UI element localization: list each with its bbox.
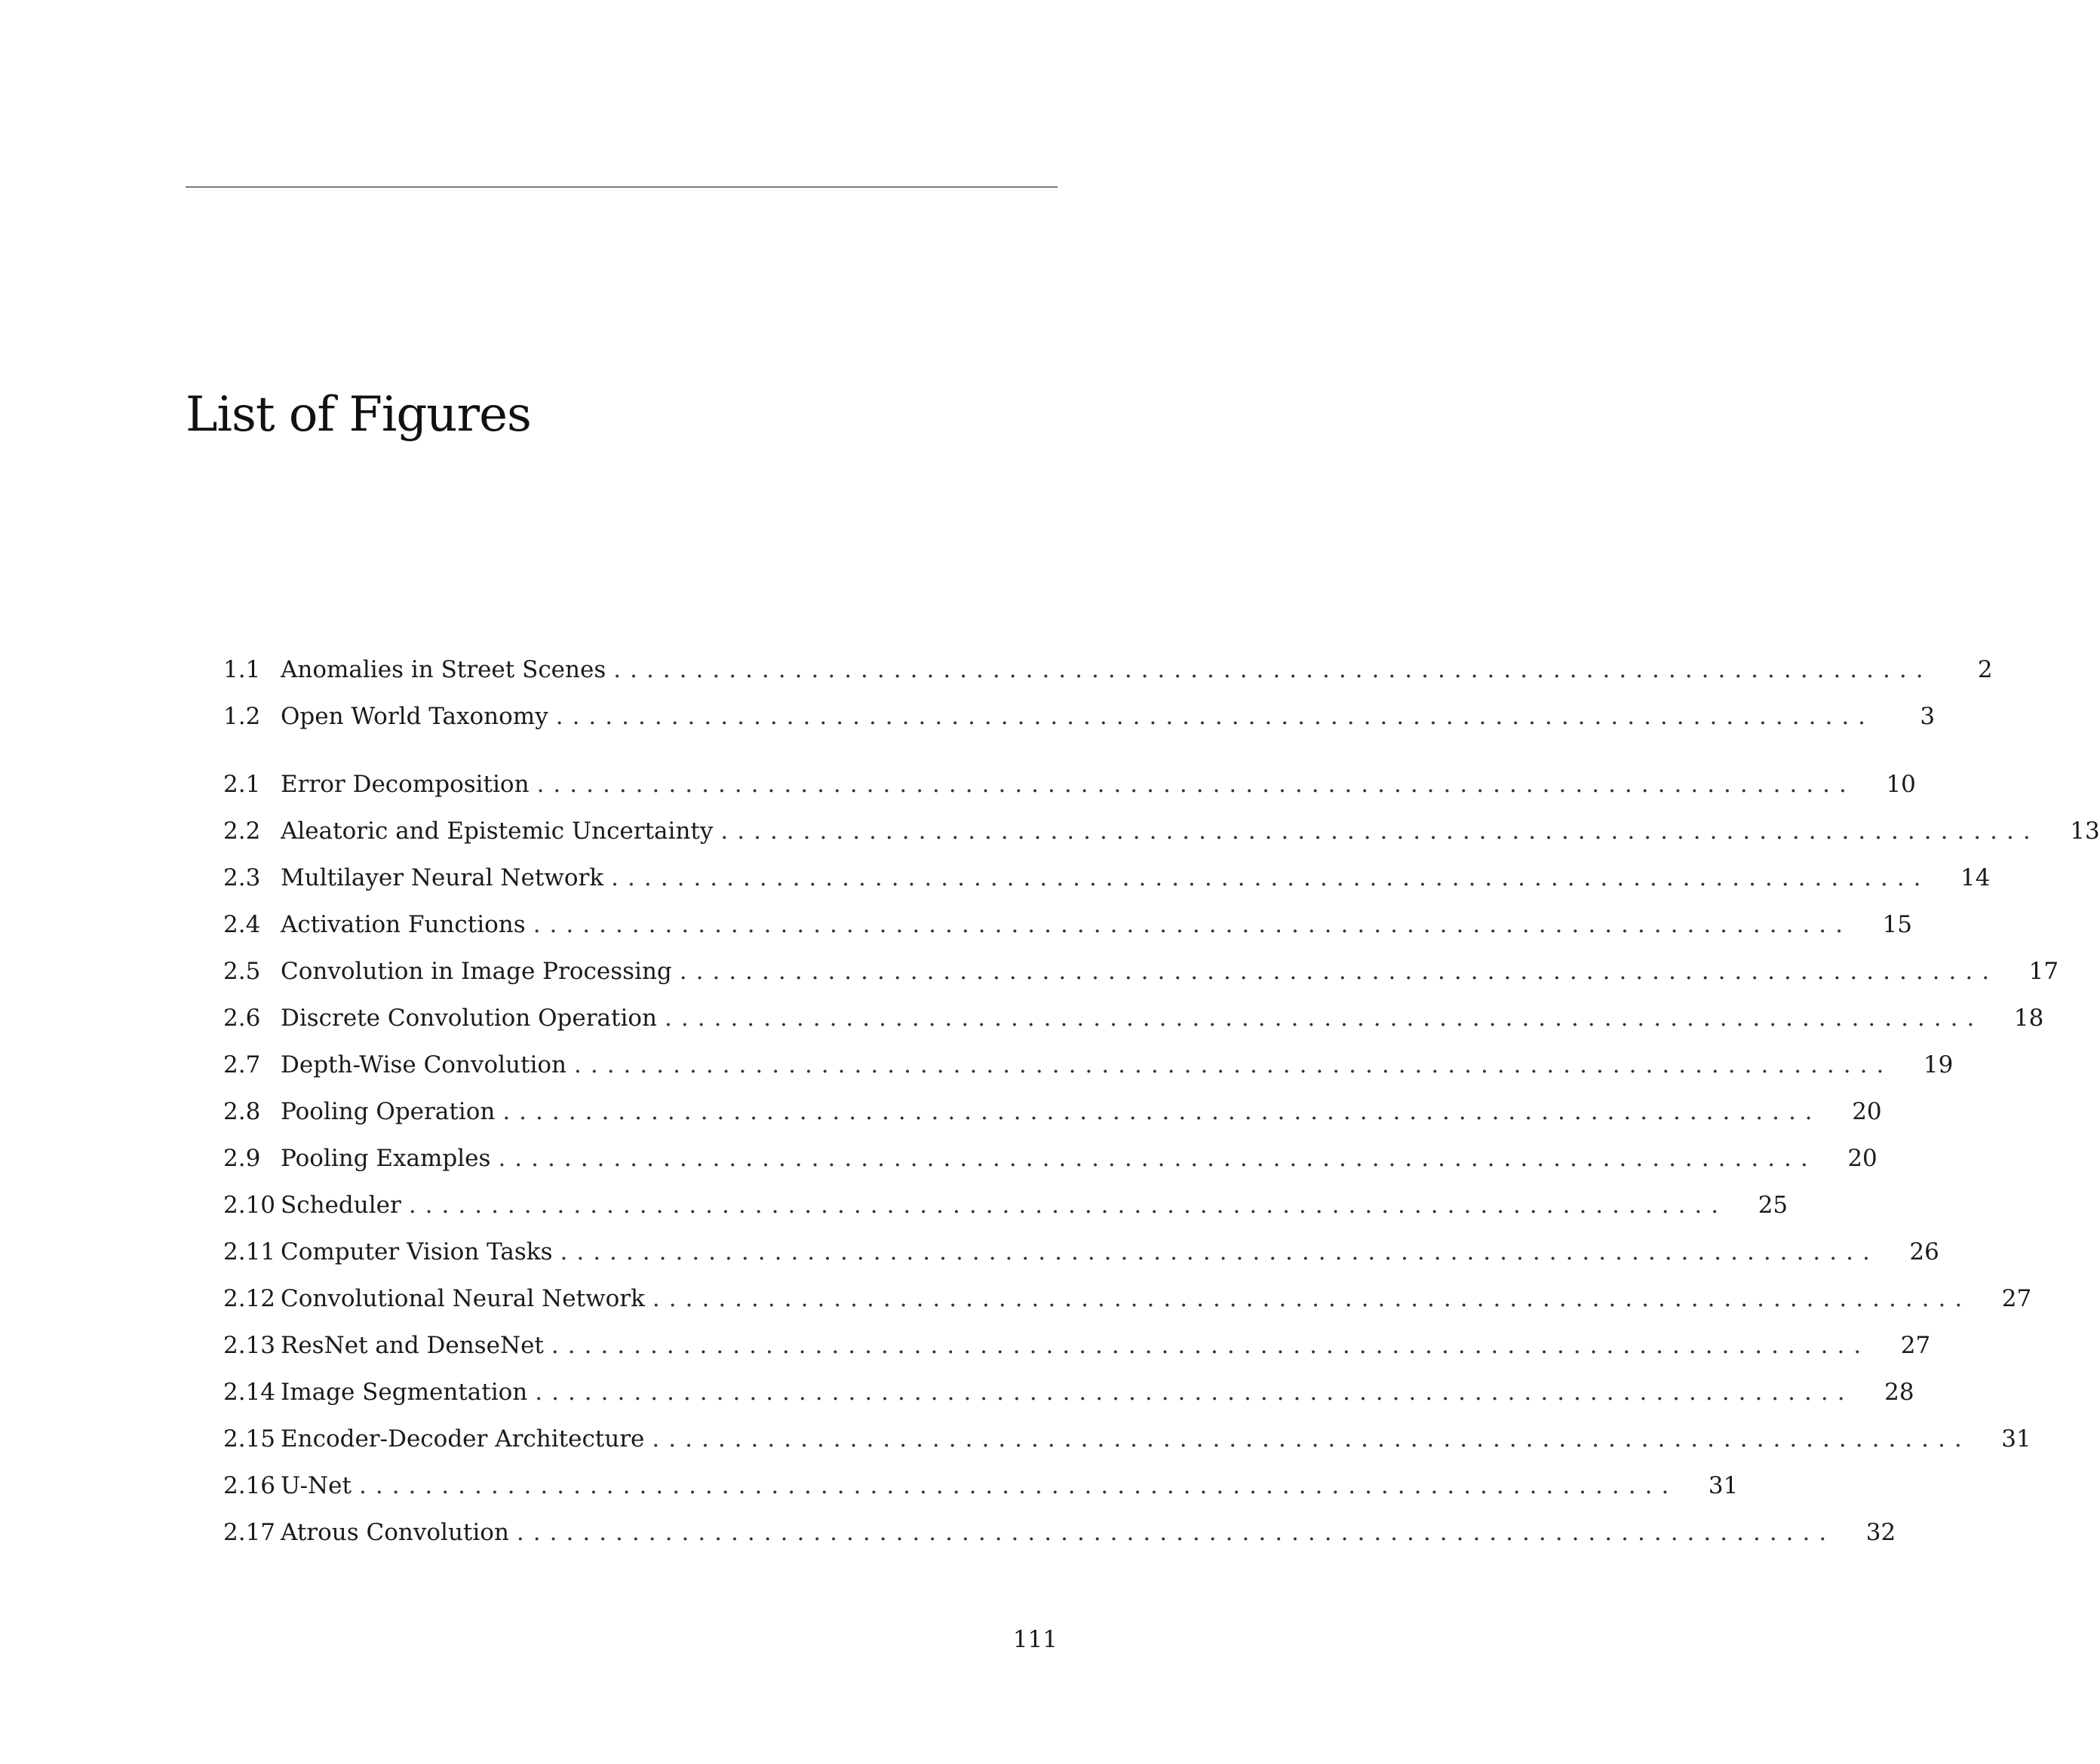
toc-entry[interactable] bbox=[223, 908, 1913, 941]
figure-page-number: 32 bbox=[1865, 1519, 1896, 1546]
figure-page-number: 26 bbox=[1909, 1238, 1939, 1265]
figure-title[interactable]: Anomalies in Street Scenes bbox=[281, 656, 606, 683]
dot-leader: ................................................................................ bbox=[536, 771, 1856, 798]
header-rule bbox=[186, 186, 1058, 188]
figure-title[interactable]: Computer Vision Tasks bbox=[281, 1238, 553, 1265]
dot-leader: ................................................................................ bbox=[535, 1379, 1854, 1406]
toc-entry[interactable] bbox=[223, 1095, 1882, 1128]
figure-page-number: 20 bbox=[1847, 1145, 1877, 1172]
figure-number: 2.6 bbox=[223, 1005, 261, 1032]
dot-leader: ................................................................................ bbox=[555, 703, 1875, 730]
figure-title[interactable]: Image Segmentation bbox=[281, 1379, 528, 1406]
dot-leader: ................................................................................ bbox=[720, 818, 2040, 845]
dot-leader: ................................................................................ bbox=[498, 1145, 1817, 1172]
toc-entry[interactable] bbox=[223, 1142, 1877, 1175]
figure-number: 2.3 bbox=[223, 864, 261, 891]
figure-number: 2.10 bbox=[223, 1192, 276, 1219]
figure-number: 1.2 bbox=[223, 703, 261, 730]
toc-entry[interactable] bbox=[223, 653, 1993, 686]
figure-page-number: 19 bbox=[1923, 1051, 1954, 1078]
toc-entry[interactable] bbox=[223, 1329, 1931, 1362]
figure-number: 2.2 bbox=[223, 818, 261, 845]
dot-leader: ................................................................................ bbox=[408, 1192, 1728, 1219]
figure-title[interactable]: Aleatoric and Epistemic Uncertainty bbox=[281, 818, 714, 845]
figure-title[interactable]: Depth-Wise Convolution bbox=[281, 1051, 566, 1078]
toc-entry[interactable] bbox=[223, 1516, 1896, 1549]
toc-entry[interactable] bbox=[223, 1422, 2031, 1456]
figure-page-number: 17 bbox=[2028, 958, 2059, 985]
figure-number: 2.7 bbox=[223, 1051, 261, 1078]
dot-leader: ................................................................................ bbox=[502, 1098, 1822, 1125]
figure-page-number: 2 bbox=[1977, 656, 1993, 683]
figure-title[interactable]: Atrous Convolution bbox=[281, 1519, 509, 1546]
toc-entry[interactable] bbox=[223, 1235, 1939, 1269]
toc-entry[interactable] bbox=[223, 1048, 1954, 1081]
dot-leader: ................................................................................ bbox=[574, 1051, 1893, 1078]
dot-leader: ................................................................................ bbox=[611, 864, 1930, 891]
figure-page-number: 28 bbox=[1884, 1379, 1914, 1406]
figure-page-number: 3 bbox=[1920, 703, 1936, 730]
toc-entry[interactable] bbox=[223, 1002, 2044, 1035]
dot-leader: ................................................................................ bbox=[613, 656, 1933, 683]
figure-page-number: 15 bbox=[1882, 911, 1913, 938]
dot-leader: ................................................................................ bbox=[358, 1472, 1678, 1499]
figure-page-number: 18 bbox=[2013, 1005, 2044, 1032]
toc-entry[interactable] bbox=[223, 1189, 1788, 1222]
figure-page-number: 14 bbox=[1960, 864, 1991, 891]
figure-page-number: 10 bbox=[1886, 771, 1916, 798]
figure-number: 2.1 bbox=[223, 771, 261, 798]
figure-number: 2.9 bbox=[223, 1145, 261, 1172]
figure-number: 2.16 bbox=[223, 1472, 276, 1499]
figure-title[interactable]: Pooling Operation bbox=[281, 1098, 496, 1125]
figure-title[interactable]: Error Decomposition bbox=[281, 771, 530, 798]
toc-entry[interactable] bbox=[223, 815, 2100, 848]
figure-title[interactable]: Activation Functions bbox=[281, 911, 526, 938]
figure-title[interactable]: ResNet and DenseNet bbox=[281, 1332, 544, 1359]
dot-leader: ................................................................................ bbox=[551, 1332, 1871, 1359]
dot-leader: ................................................................................ bbox=[560, 1238, 1879, 1265]
figure-page-number: 27 bbox=[1900, 1332, 1931, 1359]
dot-leader: ................................................................................ bbox=[516, 1519, 1836, 1546]
figure-number: 2.12 bbox=[223, 1285, 276, 1312]
figure-title[interactable]: Scheduler bbox=[281, 1192, 401, 1219]
figure-title[interactable]: Convolution in Image Processing bbox=[281, 958, 672, 985]
page-title: List of Figures bbox=[186, 387, 531, 443]
figure-page-number: 20 bbox=[1852, 1098, 1882, 1125]
toc-entry[interactable] bbox=[223, 1376, 1914, 1409]
figure-title[interactable]: Discrete Convolution Operation bbox=[281, 1005, 658, 1032]
figure-number: 2.11 bbox=[223, 1238, 276, 1265]
toc-entry[interactable] bbox=[223, 700, 1936, 733]
figure-title[interactable]: Open World Taxonomy bbox=[281, 703, 548, 730]
toc-entry[interactable] bbox=[223, 861, 1991, 894]
dot-leader: ................................................................................ bbox=[652, 1425, 1971, 1453]
figure-number: 2.14 bbox=[223, 1379, 276, 1406]
dot-leader: ................................................................................ bbox=[652, 1285, 1972, 1312]
figure-number: 1.1 bbox=[223, 656, 261, 683]
figure-number: 2.8 bbox=[223, 1098, 261, 1125]
figure-title[interactable]: U-Net bbox=[281, 1472, 352, 1499]
figure-page-number: 31 bbox=[2001, 1425, 2031, 1453]
figure-page-number: 27 bbox=[2001, 1285, 2032, 1312]
figure-number: 2.13 bbox=[223, 1332, 276, 1359]
figure-page-number: 31 bbox=[1708, 1472, 1739, 1499]
figure-title[interactable]: Convolutional Neural Network bbox=[281, 1285, 645, 1312]
toc-entry[interactable] bbox=[223, 955, 2059, 988]
toc-entry[interactable] bbox=[223, 1469, 1739, 1502]
figure-title[interactable]: Pooling Examples bbox=[281, 1145, 491, 1172]
dot-leader: ................................................................................ bbox=[665, 1005, 1984, 1032]
dot-leader: ................................................................................ bbox=[533, 911, 1853, 938]
figure-page-number: 25 bbox=[1758, 1192, 1788, 1219]
figure-number: 2.5 bbox=[223, 958, 261, 985]
page-number: 111 bbox=[1012, 1626, 1058, 1653]
figure-number: 2.17 bbox=[223, 1519, 276, 1546]
toc-entry[interactable] bbox=[223, 768, 1916, 801]
dot-leader: ................................................................................ bbox=[679, 958, 1999, 985]
toc-entry[interactable] bbox=[223, 1282, 2032, 1315]
figure-page-number: 13 bbox=[2070, 818, 2100, 845]
figure-number: 2.15 bbox=[223, 1425, 276, 1453]
figure-title[interactable]: Encoder-Decoder Architecture bbox=[281, 1425, 645, 1453]
figure-title[interactable]: Multilayer Neural Network bbox=[281, 864, 604, 891]
figure-number: 2.4 bbox=[223, 911, 261, 938]
